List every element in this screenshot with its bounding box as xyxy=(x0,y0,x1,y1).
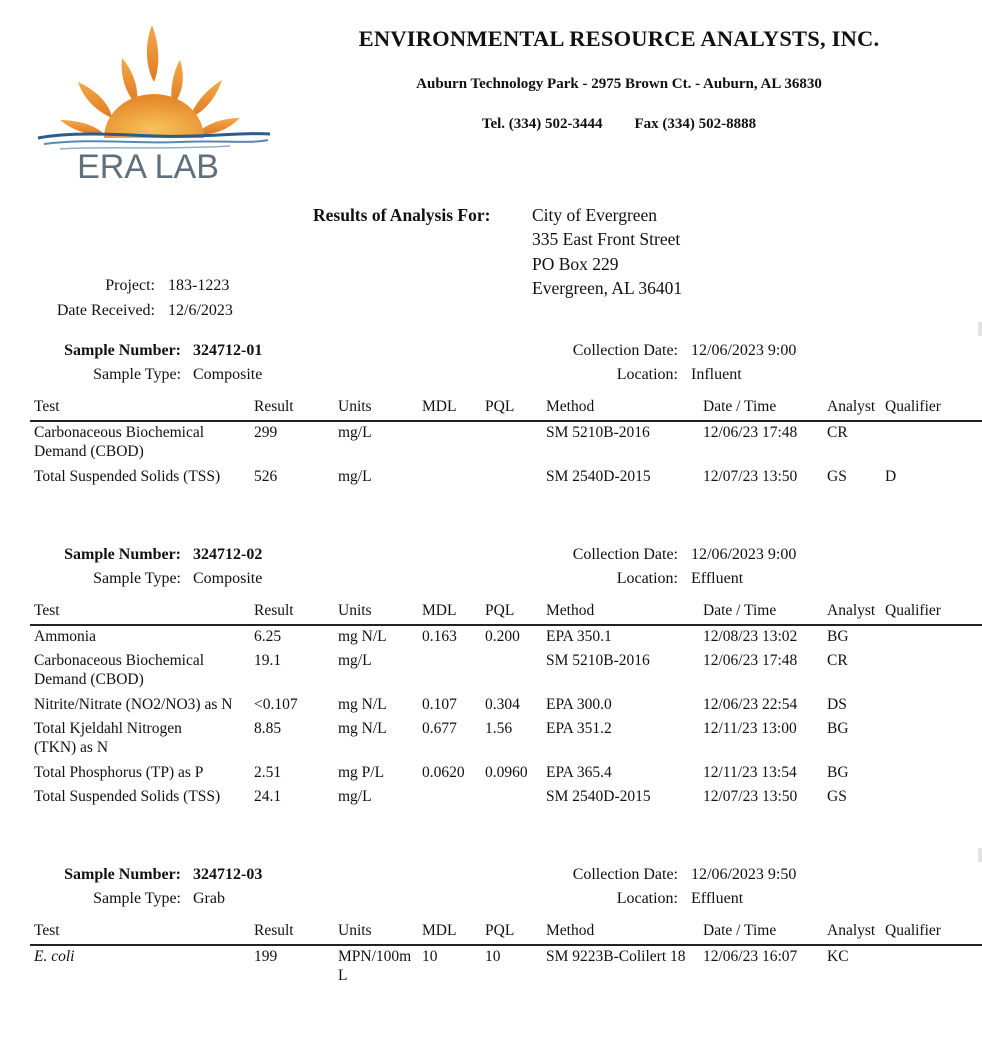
client-line-4: Evergreen, AL 36401 xyxy=(532,278,683,298)
cell-units xyxy=(338,719,387,738)
lab-contact xyxy=(0,116,982,133)
cell-pql xyxy=(485,719,512,738)
cell-method xyxy=(546,763,612,782)
cell-result xyxy=(254,763,281,782)
cell-datetime-text: 12/06/23 22:54 xyxy=(703,696,798,713)
client-line-2: 335 East Front Street xyxy=(532,229,681,249)
cell-datetime xyxy=(703,719,797,738)
cell-units-text: MPN/100m xyxy=(338,948,412,965)
cell-units-text: mg/L xyxy=(338,468,372,485)
collection-date: 12/06/2023 9:50 xyxy=(691,866,797,883)
cell-datetime xyxy=(703,787,797,806)
client-line-3: PO Box 229 xyxy=(532,254,619,274)
sample-type: Composite xyxy=(193,366,263,383)
cell-result-text: 2.51 xyxy=(254,764,282,781)
cell-test-text: Total Kjeldahl Nitrogen xyxy=(34,720,182,737)
cell-units-text: mg N/L xyxy=(338,720,387,737)
column-header-mdl: MDL xyxy=(422,602,457,619)
sample-number: 324712-01 xyxy=(193,342,263,359)
cell-result-text: 24.1 xyxy=(254,788,282,805)
cell-pql xyxy=(485,763,528,782)
cell-result-text: 526 xyxy=(254,468,278,485)
sample-type: Composite xyxy=(193,570,263,587)
cell-result xyxy=(254,695,298,714)
cell-datetime-text: 12/11/23 13:54 xyxy=(703,764,797,781)
cell-analyst xyxy=(827,947,849,966)
cell-analyst xyxy=(827,651,848,670)
cell-units-text: mg N/L xyxy=(338,696,387,713)
column-header-date-time: Date / Time xyxy=(703,398,777,415)
cell-units xyxy=(338,651,372,670)
cell-test-text: Carbonaceous Biochemical xyxy=(34,652,205,669)
cell-datetime xyxy=(703,467,797,486)
cell-datetime xyxy=(703,627,797,646)
cell-pql-text: 0.200 xyxy=(485,628,520,645)
column-header-pql: PQL xyxy=(485,922,515,939)
cell-method xyxy=(546,719,612,738)
cell-method xyxy=(546,695,612,714)
cell-result-text: 299 xyxy=(254,424,278,441)
cell-analyst-text: BG xyxy=(827,764,849,781)
cell-units-text-line2: L xyxy=(338,967,348,984)
cell-analyst-text: GS xyxy=(827,788,847,805)
column-header-analyst: Analyst xyxy=(827,602,876,619)
cell-mdl xyxy=(422,695,457,714)
cell-mdl-text: 10 xyxy=(422,948,438,965)
collection-date-label: Collection Date: xyxy=(572,342,678,359)
sample-type-label: Sample Type: xyxy=(93,890,181,907)
cell-method xyxy=(546,651,650,670)
cell-units xyxy=(338,695,387,714)
cell-test xyxy=(34,423,204,461)
column-header-method: Method xyxy=(546,602,595,619)
cell-test-text-line2: (TKN) as N xyxy=(34,739,109,756)
cell-result-text: <0.107 xyxy=(254,696,298,713)
cell-method-text: SM 2540D-2015 xyxy=(546,788,651,805)
cell-test xyxy=(34,947,74,966)
page-edge-mark xyxy=(978,322,982,336)
cell-method-text: SM 5210B-2016 xyxy=(546,652,650,669)
cell-datetime-text: 12/08/23 13:02 xyxy=(703,628,798,645)
collection-date-label: Collection Date: xyxy=(572,546,678,563)
cell-analyst xyxy=(827,423,848,442)
lab-address: Auburn Technology Park - 2975 Brown Ct. - Auburn, AL 36830 xyxy=(416,76,822,92)
cell-test xyxy=(34,763,203,782)
project-label: Project: xyxy=(105,277,155,294)
column-header-units: Units xyxy=(338,922,372,939)
cell-method xyxy=(546,787,651,806)
cell-analyst-text: DS xyxy=(827,696,847,713)
cell-units xyxy=(338,763,384,782)
cell-qualifier-text: D xyxy=(885,468,897,485)
column-header-qualifier: Qualifier xyxy=(885,398,941,415)
column-header-test: Test xyxy=(34,602,60,619)
cell-method-text: EPA 350.1 xyxy=(546,628,612,645)
cell-result xyxy=(254,627,281,646)
cell-test-text: Ammonia xyxy=(34,628,96,645)
cell-result xyxy=(254,719,281,738)
sample-number-label: Sample Number: xyxy=(64,342,181,359)
cell-method xyxy=(546,423,650,442)
location: Effluent xyxy=(691,570,744,587)
cell-method-text: SM 9223B-Colilert 18 xyxy=(546,948,686,965)
cell-datetime-text: 12/07/23 13:50 xyxy=(703,468,798,485)
cell-analyst xyxy=(827,467,847,486)
cell-test xyxy=(34,651,204,689)
cell-method xyxy=(546,947,686,966)
cell-units xyxy=(338,467,372,486)
cell-analyst-text: CR xyxy=(827,424,848,441)
lab-tel: Tel. (334) 502-3444 xyxy=(481,116,603,132)
cell-test xyxy=(34,695,232,714)
location-label: Location: xyxy=(616,890,678,907)
cell-datetime-text: 12/06/23 17:48 xyxy=(703,652,798,669)
cell-datetime-text: 12/11/23 13:00 xyxy=(703,720,797,737)
cell-test-text-line2: Demand (CBOD) xyxy=(34,671,144,688)
column-header-qualifier: Qualifier xyxy=(885,922,941,939)
collection-date-label: Collection Date: xyxy=(572,866,678,883)
cell-datetime xyxy=(703,423,797,442)
cell-units xyxy=(338,787,372,806)
cell-analyst-text: KC xyxy=(827,948,849,965)
cell-datetime xyxy=(703,763,797,782)
sample-type: Grab xyxy=(193,890,225,907)
cell-test-text: Nitrite/Nitrate (NO2/NO3) as N xyxy=(34,696,233,713)
column-header-qualifier: Qualifier xyxy=(885,602,941,619)
column-header-method: Method xyxy=(546,398,595,415)
cell-units-text: mg/L xyxy=(338,652,372,669)
cell-pql xyxy=(485,627,520,646)
cell-test-text: Total Suspended Solids (TSS) xyxy=(34,788,221,805)
cell-pql-text: 0.0960 xyxy=(485,764,528,781)
cell-analyst xyxy=(827,719,849,738)
sample-number: 324712-02 xyxy=(193,546,263,563)
page-edge-mark xyxy=(978,848,982,862)
cell-mdl xyxy=(422,763,465,782)
column-header-units: Units xyxy=(338,398,372,415)
location: Influent xyxy=(691,366,742,383)
date-received-value: 12/6/2023 xyxy=(168,302,233,319)
cell-units xyxy=(338,947,411,985)
cell-mdl xyxy=(422,627,457,646)
cell-result xyxy=(254,787,281,806)
collection-date: 12/06/2023 9:00 xyxy=(691,546,797,563)
sample-number-label: Sample Number: xyxy=(64,866,181,883)
cell-mdl-text: 0.107 xyxy=(422,696,457,713)
project-value: 183-1223 xyxy=(168,277,230,294)
cell-pql-text: 0.304 xyxy=(485,696,520,713)
cell-datetime-text: 12/06/23 17:48 xyxy=(703,424,798,441)
cell-pql-text: 10 xyxy=(485,948,501,965)
cell-test-text: Total Phosphorus (TP) as P xyxy=(34,764,204,781)
header-rule xyxy=(30,624,982,626)
cell-test-text: Total Suspended Solids (TSS) xyxy=(34,468,221,485)
column-header-mdl: MDL xyxy=(422,398,457,415)
column-header-test: Test xyxy=(34,922,60,939)
cell-mdl-text: 0.0620 xyxy=(422,764,465,781)
cell-datetime xyxy=(703,651,797,670)
column-header-result: Result xyxy=(254,398,294,415)
cell-analyst xyxy=(827,695,847,714)
location-label: Location: xyxy=(616,570,678,587)
location: Effluent xyxy=(691,890,744,907)
cell-datetime-text: 12/07/23 13:50 xyxy=(703,788,798,805)
column-header-date-time: Date / Time xyxy=(703,922,777,939)
lab-name: ENVIRONMENTAL RESOURCE ANALYSTS, INC. xyxy=(358,26,880,51)
cell-method xyxy=(546,467,651,486)
cell-analyst xyxy=(827,627,849,646)
column-header-result: Result xyxy=(254,602,294,619)
cell-analyst xyxy=(827,787,847,806)
cell-pql-text: 1.56 xyxy=(485,720,513,737)
cell-result xyxy=(254,467,277,486)
cell-datetime xyxy=(703,695,797,714)
cell-test xyxy=(34,719,182,757)
sample-type-label: Sample Type: xyxy=(93,570,181,587)
sample-type-label: Sample Type: xyxy=(93,366,181,383)
cell-qualifier xyxy=(885,467,896,486)
cell-result-text: 19.1 xyxy=(254,652,282,669)
column-header-pql: PQL xyxy=(485,398,515,415)
cell-method-text: EPA 300.0 xyxy=(546,696,612,713)
cell-method-text: EPA 351.2 xyxy=(546,720,612,737)
cell-mdl-text: 0.163 xyxy=(422,628,457,645)
cell-analyst-text: CR xyxy=(827,652,848,669)
cell-test xyxy=(34,467,220,486)
column-header-analyst: Analyst xyxy=(827,922,876,939)
cell-units-text: mg/L xyxy=(338,788,372,805)
cell-units xyxy=(338,627,387,646)
client-line-1: City of Evergreen xyxy=(532,205,658,225)
cell-test xyxy=(34,787,220,806)
cell-test-text-line2: Demand (CBOD) xyxy=(34,443,144,460)
cell-units-text: mg N/L xyxy=(338,628,387,645)
column-header-pql: PQL xyxy=(485,602,515,619)
cell-mdl xyxy=(422,719,457,738)
location-label: Location: xyxy=(616,366,678,383)
lab-fax: Fax (334) 502-8888 xyxy=(634,116,757,132)
cell-method-text: SM 5210B-2016 xyxy=(546,424,650,441)
column-header-result: Result xyxy=(254,922,294,939)
cell-result xyxy=(254,651,281,670)
cell-result xyxy=(254,423,277,442)
sample-number-label: Sample Number: xyxy=(64,546,181,563)
cell-pql xyxy=(485,947,501,966)
cell-method-text: SM 2540D-2015 xyxy=(546,468,651,485)
cell-test-text: Carbonaceous Biochemical xyxy=(34,424,205,441)
cell-units-text: mg/L xyxy=(338,424,372,441)
column-header-units: Units xyxy=(338,602,372,619)
cell-analyst-text: BG xyxy=(827,720,849,737)
cell-method xyxy=(546,627,612,646)
cell-result xyxy=(254,947,277,966)
column-header-analyst: Analyst xyxy=(827,398,876,415)
column-header-test: Test xyxy=(34,398,60,415)
date-received-label: Date Received: xyxy=(56,302,155,319)
svg-text:ERA LAB: ERA LAB xyxy=(77,148,219,185)
column-header-method: Method xyxy=(546,922,595,939)
cell-test xyxy=(34,627,96,646)
cell-test-text: E. coli xyxy=(34,948,75,965)
column-header-mdl: MDL xyxy=(422,922,457,939)
cell-analyst-text: GS xyxy=(827,468,847,485)
cell-units xyxy=(338,423,372,442)
header-rule xyxy=(30,420,982,422)
cell-analyst-text: BG xyxy=(827,628,849,645)
cell-result-text: 8.85 xyxy=(254,720,282,737)
collection-date: 12/06/2023 9:00 xyxy=(691,342,797,359)
cell-mdl-text: 0.677 xyxy=(422,720,457,737)
cell-units-text: mg P/L xyxy=(338,764,385,781)
cell-pql xyxy=(485,695,520,714)
column-header-date-time: Date / Time xyxy=(703,602,777,619)
cell-analyst xyxy=(827,763,849,782)
results-for-label: Results of Analysis For: xyxy=(313,205,491,225)
cell-result-text: 199 xyxy=(254,948,278,965)
cell-mdl xyxy=(422,947,438,966)
cell-datetime xyxy=(703,947,797,966)
header-rule xyxy=(30,944,982,946)
cell-result-text: 6.25 xyxy=(254,628,282,645)
cell-method-text: EPA 365.4 xyxy=(546,764,612,781)
cell-datetime-text: 12/06/23 16:07 xyxy=(703,948,798,965)
sample-number: 324712-03 xyxy=(193,866,263,883)
